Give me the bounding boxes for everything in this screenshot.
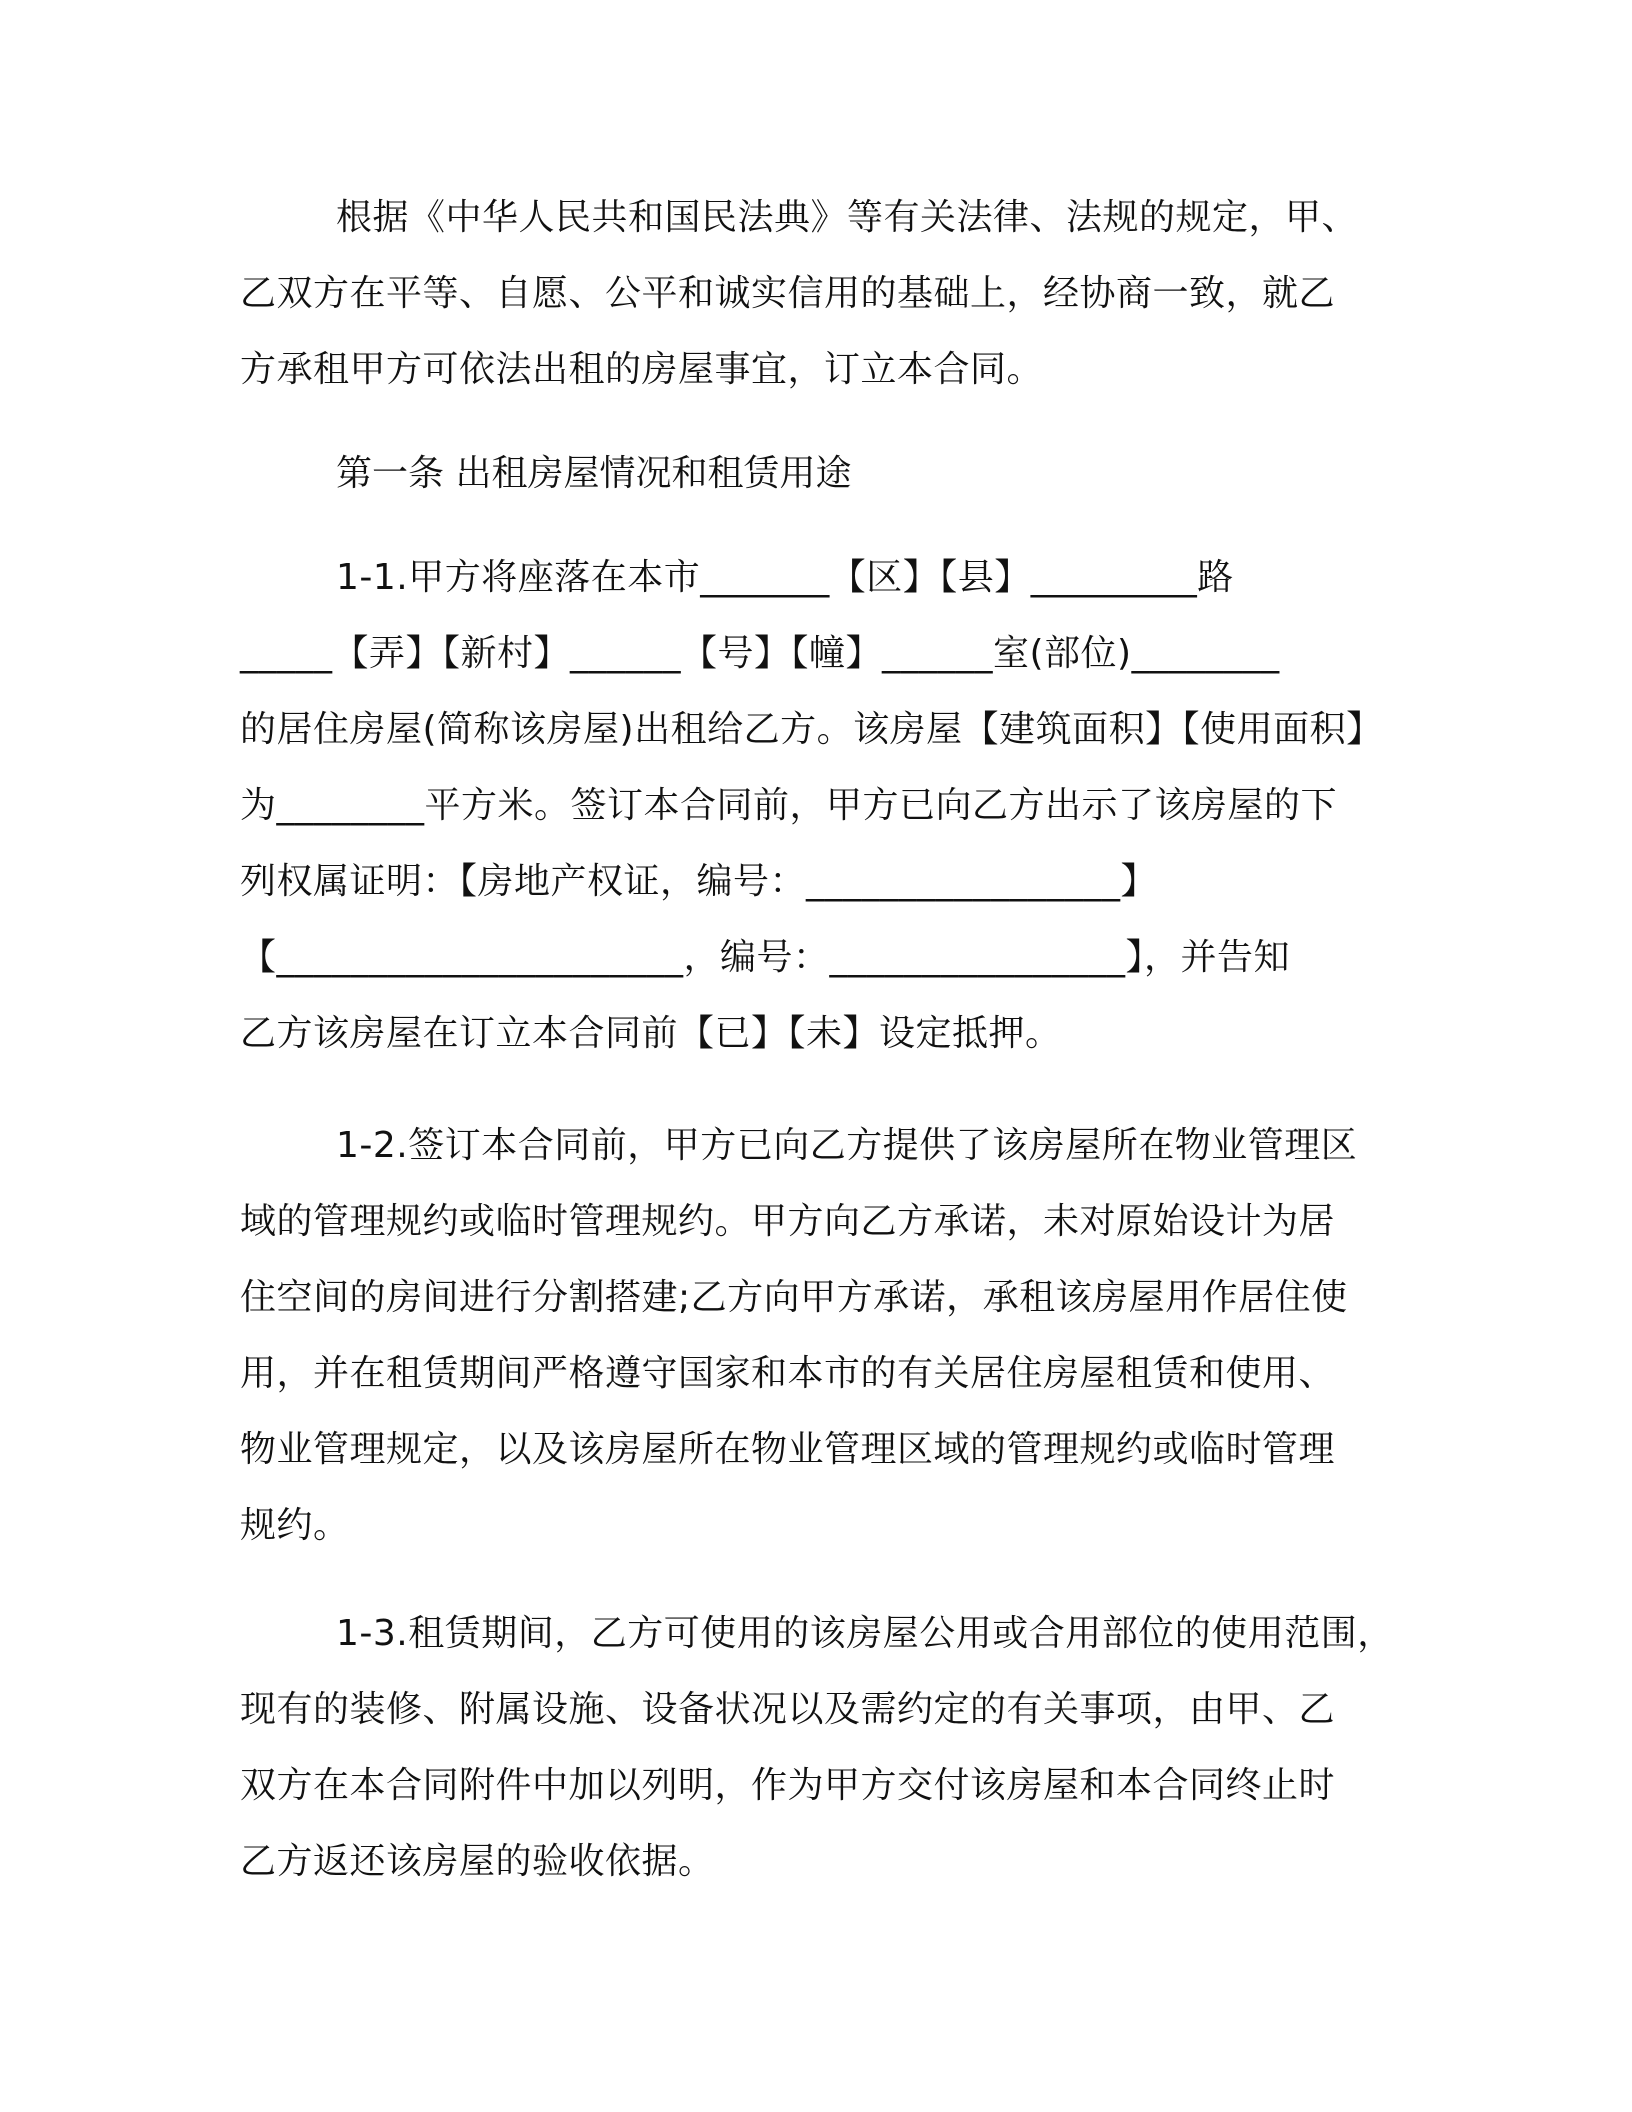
text-line: 物业管理规定，以及该房屋所在物业管理区域的管理规约或临时管理: [240, 1429, 1336, 1470]
text-line: 1-1.甲方将座落在本市_______【区】【县】_________路: [336, 557, 1234, 598]
text-line: 现有的装修、附属设施、设备状况以及需约定的有关事项，由甲、乙: [240, 1689, 1336, 1730]
clause-1-1-paragraph: [240, 540, 1420, 1072]
text-line: 规约。: [240, 1505, 350, 1546]
article-1-title: 第一条 出租房屋情况和租赁用途: [336, 453, 852, 494]
text-line: 域的管理规约或临时管理规约。甲方向乙方承诺，未对原始设计为居: [240, 1201, 1336, 1242]
intro-paragraph: [240, 180, 1420, 408]
text-line: _____【弄】【新村】______【号】【幢】______室(部位)________: [240, 633, 1280, 674]
text-line: 列权属证明：【房地产权证，编号：_________________】: [240, 861, 1158, 902]
text-line: 根据《中华人民共和国民法典》等有关法律、法规的规定，甲、: [336, 197, 1359, 238]
text-line: 为________平方米。签订本合同前，甲方已向乙方出示了该房屋的下: [240, 785, 1338, 826]
text-line: 【______________________，编号：________________】，并告知: [240, 937, 1291, 978]
clause-1-3-paragraph: [240, 1596, 1420, 1900]
text-line: 的居住房屋(简称该房屋)出租给乙方。该房屋【建筑面积】【使用面积】: [240, 709, 1383, 750]
text-line: 1-3.租赁期间，乙方可使用的该房屋公用或合用部位的使用范围，: [336, 1613, 1394, 1654]
text-line: 乙方返还该房屋的验收依据。: [240, 1841, 715, 1882]
text-line: 乙方该房屋在订立本合同前【已】【未】设定抵押。: [240, 1013, 1062, 1054]
text-line: 住空间的房间进行分割搭建;乙方向甲方承诺，承租该房屋用作居住使: [240, 1277, 1348, 1318]
text-line: 双方在本合同附件中加以列明，作为甲方交付该房屋和本合同终止时: [240, 1765, 1336, 1806]
text-line: 乙双方在平等、自愿、公平和诚实信用的基础上，经协商一致，就乙: [240, 273, 1336, 314]
text-line: 1-2.签订本合同前，甲方已向乙方提供了该房屋所在物业管理区: [336, 1125, 1358, 1166]
text-line: 用，并在租赁期间严格遵守国家和本市的有关居住房屋租赁和使用、: [240, 1353, 1336, 1394]
clause-1-2-paragraph: [240, 1108, 1420, 1564]
text-line: 方承租甲方可依法出租的房屋事宜，订立本合同。: [240, 349, 1044, 390]
